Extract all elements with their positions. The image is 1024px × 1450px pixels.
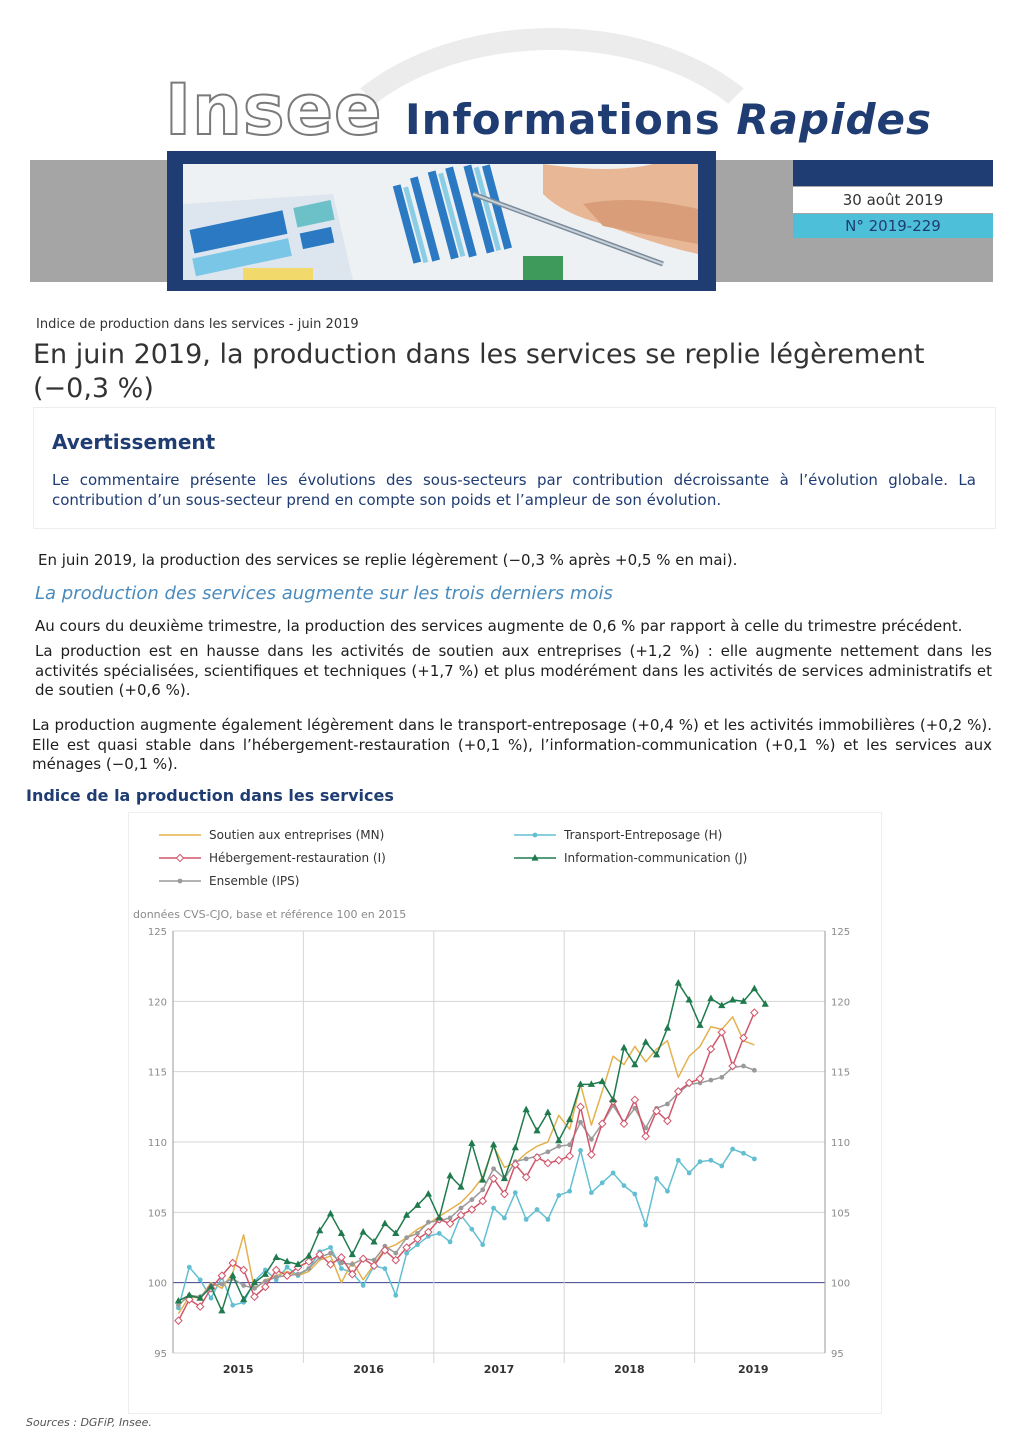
data-point bbox=[643, 1223, 648, 1228]
data-point bbox=[611, 1171, 616, 1176]
warning-box bbox=[33, 407, 996, 529]
y-tick-label-left: 110 bbox=[147, 1138, 167, 1149]
chart-legend bbox=[159, 828, 747, 888]
data-point bbox=[327, 1210, 334, 1217]
chart-series bbox=[175, 979, 769, 1324]
data-point bbox=[620, 1044, 627, 1051]
legend-item bbox=[159, 851, 386, 865]
data-point bbox=[229, 1272, 236, 1279]
data-point bbox=[361, 1283, 366, 1288]
data-point bbox=[631, 1096, 638, 1103]
data-point bbox=[273, 1253, 280, 1260]
data-point bbox=[178, 879, 183, 884]
data-point bbox=[642, 1038, 649, 1045]
chart-container bbox=[128, 812, 882, 1414]
figure-source: Sources : DGFiP, Insee. bbox=[26, 1416, 152, 1429]
data-point bbox=[491, 1206, 496, 1211]
data-point bbox=[709, 1078, 714, 1083]
data-point bbox=[675, 979, 682, 986]
y-tick-label-right: 110 bbox=[831, 1138, 851, 1149]
data-point bbox=[393, 1293, 398, 1298]
data-point bbox=[729, 1062, 736, 1069]
data-point bbox=[241, 1283, 246, 1288]
legend-label: Ensemble (IPS) bbox=[209, 874, 300, 888]
data-point bbox=[544, 1108, 551, 1115]
data-point bbox=[556, 1144, 561, 1149]
header-photo bbox=[183, 164, 698, 280]
data-point bbox=[447, 1172, 454, 1179]
paragraph-quarter: Au cours du deuxième trimestre, la production des services augmente de 0,6 % par rapport à celle du trimestre précédent. bbox=[35, 617, 963, 635]
data-point bbox=[273, 1266, 280, 1273]
data-point bbox=[664, 1024, 671, 1031]
data-point bbox=[752, 1068, 757, 1073]
data-point bbox=[468, 1139, 475, 1146]
data-point bbox=[381, 1220, 388, 1227]
data-point bbox=[502, 1216, 507, 1221]
legend-label: Soutien aux entreprises (MN) bbox=[209, 828, 385, 842]
y-tick-label-left: 100 bbox=[147, 1278, 167, 1290]
data-point bbox=[632, 1192, 637, 1197]
y-tick-label-left: 120 bbox=[147, 997, 167, 1009]
data-point bbox=[523, 1106, 530, 1113]
data-point bbox=[383, 1266, 388, 1271]
paragraph-summary: En juin 2019, la production des services se replie légèrement (−0,3 % après +0,5 % en mai). bbox=[38, 551, 738, 569]
data-point bbox=[676, 1158, 681, 1163]
data-point bbox=[480, 1187, 485, 1192]
data-point bbox=[718, 1029, 725, 1036]
x-tick-label: 2019 bbox=[737, 1363, 769, 1376]
data-point bbox=[665, 1102, 670, 1107]
figure-title: Indice de la production dans les services bbox=[26, 786, 394, 805]
y-tick-label-left: 125 bbox=[147, 927, 167, 938]
data-point bbox=[588, 1151, 595, 1158]
data-point bbox=[437, 1231, 442, 1236]
data-point bbox=[512, 1144, 519, 1151]
data-point bbox=[654, 1176, 659, 1181]
production-index-chart bbox=[129, 813, 881, 1413]
data-point bbox=[729, 996, 736, 1003]
chart-note: données CVS-CJO, base et référence 100 en 2015 bbox=[133, 908, 407, 921]
data-point bbox=[230, 1303, 235, 1308]
data-point bbox=[360, 1228, 367, 1235]
data-point bbox=[198, 1277, 203, 1282]
data-point bbox=[600, 1180, 605, 1185]
data-point bbox=[622, 1183, 627, 1188]
data-point bbox=[741, 1064, 746, 1069]
data-point bbox=[218, 1307, 225, 1314]
data-point bbox=[285, 1265, 290, 1270]
data-point bbox=[687, 1171, 692, 1176]
data-point bbox=[513, 1190, 518, 1195]
data-point bbox=[698, 1159, 703, 1164]
data-point bbox=[448, 1239, 453, 1244]
data-point bbox=[544, 1160, 551, 1167]
data-point bbox=[751, 985, 758, 992]
data-point bbox=[533, 833, 538, 838]
data-point bbox=[546, 1217, 551, 1222]
data-point bbox=[187, 1265, 192, 1270]
y-tick-label-right: 95 bbox=[831, 1349, 844, 1360]
data-point bbox=[349, 1251, 356, 1258]
data-point bbox=[578, 1120, 583, 1125]
data-point bbox=[328, 1245, 333, 1250]
data-point bbox=[350, 1262, 355, 1267]
legend-item bbox=[514, 851, 747, 865]
data-point bbox=[555, 1137, 562, 1144]
legend-item bbox=[159, 828, 384, 842]
publication-name bbox=[405, 93, 932, 147]
data-point bbox=[209, 1296, 214, 1301]
data-point bbox=[665, 1189, 670, 1194]
x-tick-label: 2016 bbox=[353, 1363, 384, 1376]
y-tick-label-left: 105 bbox=[147, 1208, 167, 1220]
legend-item bbox=[159, 874, 299, 888]
data-point bbox=[589, 1137, 594, 1142]
data-point bbox=[274, 1275, 279, 1280]
publication-date: 30 août 2019 bbox=[793, 187, 993, 213]
data-point bbox=[305, 1252, 312, 1259]
article-kicker: Indice de production dans les services - juin 2019 bbox=[36, 317, 359, 332]
warning-text: Le commentaire présente les évolutions des sous-secteurs par contribution décroissante à l’évolution globale. La contribution d’un sous-secteur prend en compte son poids et l’ampleur de son évolution. bbox=[52, 471, 976, 509]
data-point bbox=[459, 1206, 464, 1211]
x-tick-label: 2015 bbox=[222, 1363, 254, 1376]
legend-label: Hébergement-restauration (I) bbox=[209, 851, 386, 865]
data-point bbox=[578, 1148, 583, 1153]
y-tick-label-right: 105 bbox=[831, 1208, 851, 1220]
data-point bbox=[296, 1272, 301, 1277]
paragraph-business-support: La production est en hausse dans les activités de soutien aux entreprises (+1,2 %) : elle augmente nettement dans les activités spécialisées, scientifiques et techniques (+1,7 %) et plus modérément dans les activités de services administratifs et de soutien (+0,6 %). bbox=[35, 642, 992, 699]
x-tick-label: 2018 bbox=[614, 1363, 645, 1376]
data-point bbox=[751, 1009, 758, 1016]
legend-item bbox=[514, 828, 722, 842]
data-point bbox=[566, 1152, 573, 1159]
insee-logo: Insee bbox=[165, 69, 383, 151]
header-band-accent bbox=[793, 160, 993, 186]
publication-name-part1: Informations bbox=[405, 95, 737, 144]
data-point bbox=[567, 1189, 572, 1194]
data-point bbox=[555, 1157, 562, 1164]
y-tick-label-right: 100 bbox=[831, 1278, 851, 1290]
data-point bbox=[524, 1156, 529, 1161]
data-point bbox=[741, 1151, 746, 1156]
data-point bbox=[306, 1266, 311, 1271]
y-tick-label-right: 120 bbox=[831, 997, 851, 1009]
data-point bbox=[707, 995, 714, 1002]
article-title: En juin 2019, la production dans les services se replie légèrement (−0,3 %) bbox=[33, 339, 925, 404]
data-point bbox=[338, 1229, 345, 1236]
data-point bbox=[620, 1120, 627, 1127]
warning-title: Avertissement bbox=[52, 430, 216, 454]
series-line bbox=[178, 983, 765, 1311]
data-point bbox=[556, 1193, 561, 1198]
publication-name-part2: Rapides bbox=[736, 95, 933, 144]
publication-number: N° 2019-229 bbox=[793, 214, 993, 238]
data-point bbox=[730, 1147, 735, 1152]
data-point bbox=[524, 1217, 529, 1222]
data-point bbox=[752, 1156, 757, 1161]
legend-label: Transport-Entreposage (H) bbox=[564, 828, 723, 842]
y-tick-label-left: 115 bbox=[147, 1067, 167, 1079]
data-point bbox=[186, 1291, 193, 1298]
data-point bbox=[696, 1075, 703, 1082]
section-subtitle: La production des services augmente sur les trois derniers mois bbox=[35, 583, 613, 604]
data-point bbox=[425, 1190, 432, 1197]
y-tick-label-right: 115 bbox=[831, 1067, 851, 1079]
data-point bbox=[696, 1021, 703, 1028]
data-point bbox=[719, 1075, 724, 1080]
data-point bbox=[339, 1266, 344, 1271]
data-point bbox=[535, 1207, 540, 1212]
data-point bbox=[469, 1197, 474, 1202]
series-3 bbox=[175, 979, 769, 1313]
data-point bbox=[491, 1166, 496, 1171]
data-point bbox=[577, 1103, 584, 1110]
data-point bbox=[328, 1251, 333, 1256]
data-point bbox=[480, 1242, 485, 1247]
data-point bbox=[469, 1227, 474, 1232]
y-tick-label-right: 125 bbox=[831, 927, 851, 938]
data-point bbox=[176, 854, 183, 861]
data-point bbox=[175, 1317, 182, 1324]
data-point bbox=[393, 1251, 398, 1256]
data-point bbox=[220, 1282, 225, 1287]
x-tick-label: 2017 bbox=[483, 1363, 515, 1376]
data-point bbox=[709, 1158, 714, 1163]
data-point bbox=[719, 1164, 724, 1169]
data-point bbox=[707, 1046, 714, 1053]
paragraph-other-sectors: La production augmente également légèrement dans le transport-entreposage (+0,4 %) et les activités immobilières (+0,2 %). Elle est quasi stable dans l’hébergement-restauration (+0,1 %), l’information-communication (+0,1 %) et les services aux ménages (−0,1 %). bbox=[32, 716, 992, 773]
data-point bbox=[546, 1149, 551, 1154]
chart-grid bbox=[173, 931, 825, 1363]
data-point bbox=[642, 1133, 649, 1140]
data-point bbox=[589, 1190, 594, 1195]
legend-label: Information-communication (J) bbox=[564, 851, 748, 865]
y-tick-label-left: 95 bbox=[154, 1349, 167, 1360]
data-point bbox=[404, 1235, 409, 1240]
header-photo-illustration bbox=[183, 164, 698, 280]
data-point bbox=[426, 1220, 431, 1225]
